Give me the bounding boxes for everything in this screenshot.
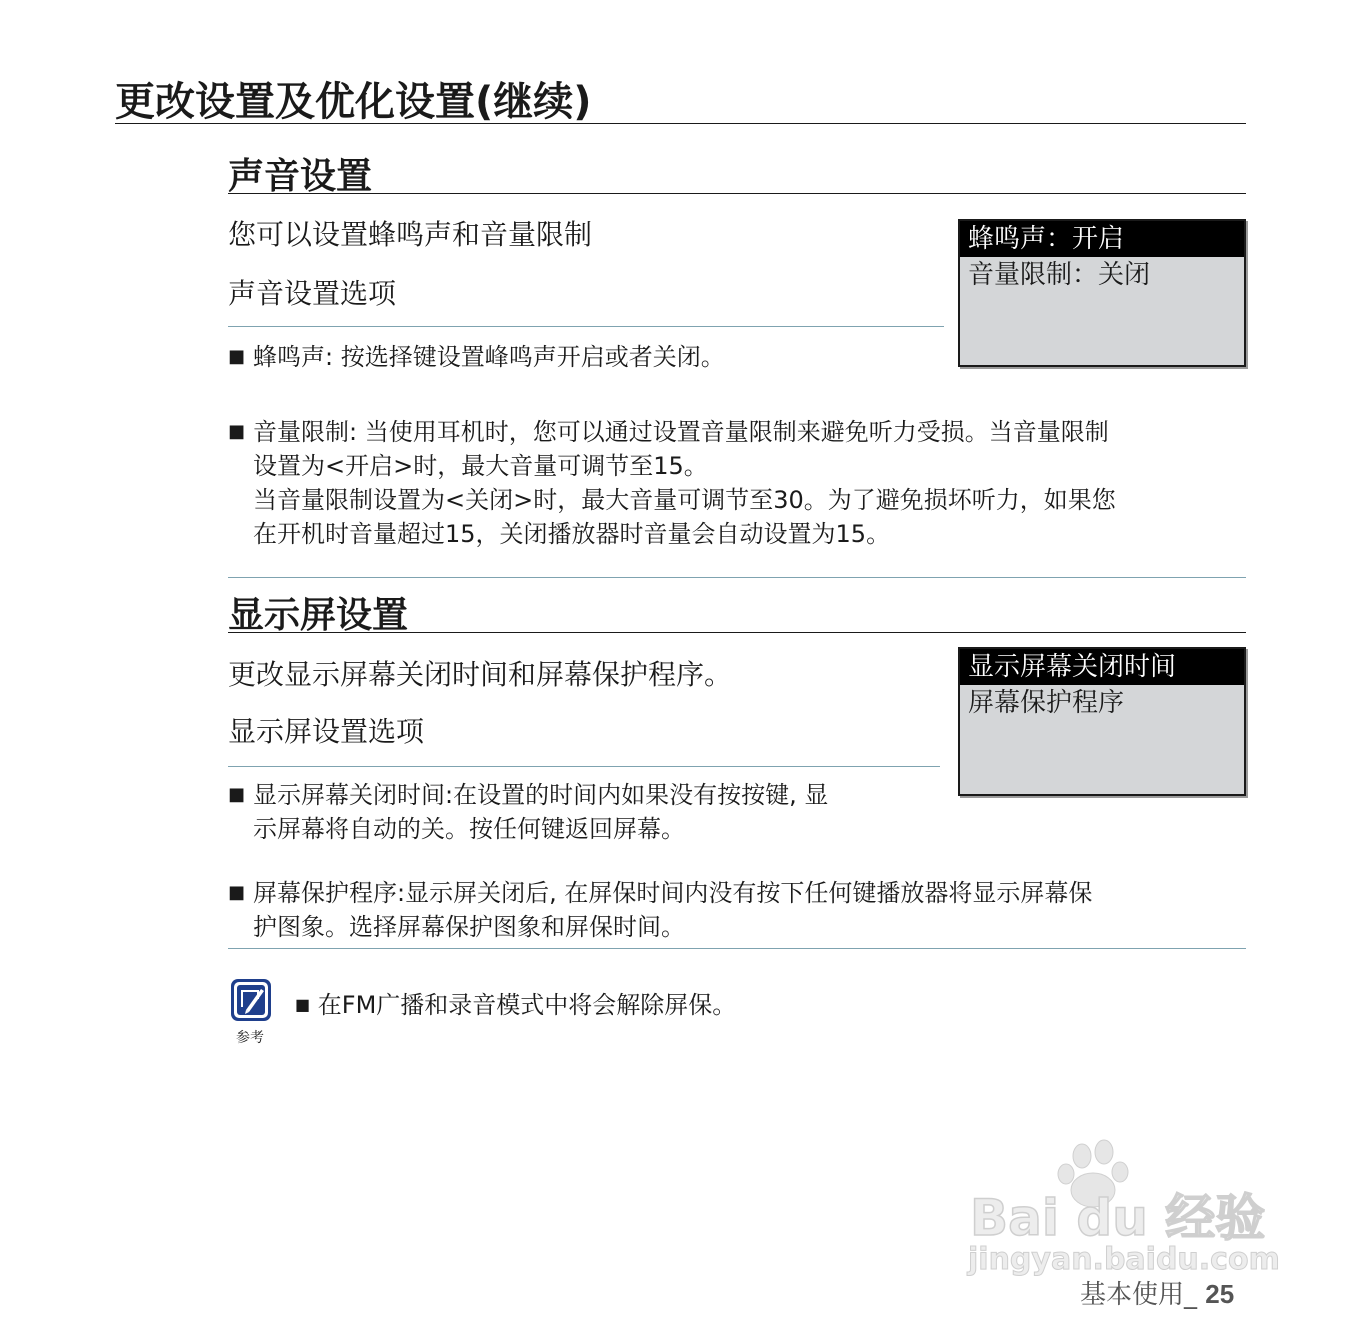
page-number: 25 (1205, 1279, 1235, 1309)
sound-section-bottom-rule (228, 577, 1246, 578)
bullet-line: 示屏幕将自动的关。按任何键返回屏幕。 (253, 815, 685, 843)
footer-section: 基本使用_ (1080, 1280, 1198, 1310)
sound-section-title: 声音设置 (228, 156, 373, 197)
lcd-menu-item-screensaver: 屏幕保护程序 (968, 688, 1125, 718)
note-pencil-icon (229, 977, 273, 1023)
lcd-menu-item-beep: 蜂鸣声：开启 (960, 221, 1244, 257)
watermark-brand: Bai du 经验 (970, 1189, 1266, 1247)
note-caption: 参考 (236, 1030, 264, 1046)
note-text (295, 985, 736, 1020)
sound-title-rule (228, 193, 1246, 194)
page-title: 更改设置及优化设置(继续) (115, 79, 592, 125)
lcd-menu-item-screen-off: 显示屏幕关闭时间 (960, 649, 1244, 685)
title-rule (115, 123, 1246, 124)
watermark-url: jingyan.baidu.com (968, 1242, 1280, 1277)
sound-screen-preview (958, 219, 1246, 367)
note-text-content: 在FM广播和录音模式中将会解除屏保。 (317, 991, 737, 1019)
lcd-menu-item-volume-limit: 音量限制：关闭 (968, 260, 1151, 290)
bullet-line: 护图象。选择屏幕保护图象和屏保时间。 (253, 913, 685, 941)
display-title-rule (228, 632, 1246, 633)
bullet-line: 音量限制: 当使用耳机时，您可以通过设置音量限制来避免听力受损。当音量限制 (253, 418, 1109, 446)
page-footer (1080, 1274, 1234, 1311)
bullet-square: ■ (228, 346, 246, 367)
display-section-title: 显示屏设置 (228, 595, 409, 636)
sound-intro: 您可以设置蜂鸣声和音量限制 (228, 218, 593, 251)
bullet-line: 蜂鸣声: 按选择键设置峰鸣声开启或者关闭。 (253, 343, 725, 371)
display-section-bottom-rule (228, 948, 1246, 949)
display-options-rule (228, 766, 940, 767)
bullet-line: 显示屏幕关闭时间:在设置的时间内如果没有按按键, 显 (253, 781, 829, 809)
display-bullet-screensaver (228, 876, 1092, 944)
sound-bullet-beep (228, 340, 725, 374)
bullet-line: 在开机时音量超过15，关闭播放器时音量会自动设置为15。 (253, 520, 891, 548)
sound-options-heading: 声音设置选项 (228, 277, 397, 310)
display-intro: 更改显示屏幕关闭时间和屏幕保护程序。 (228, 658, 733, 691)
display-bullet-screen-off (228, 778, 828, 846)
bullet-square: ■ (228, 882, 246, 903)
bullet-square: ■ (228, 784, 246, 805)
baidu-watermark (966, 1138, 1278, 1288)
bullet-line: 当音量限制设置为<关闭>时，最大音量可调节至30。为了避免损坏听力，如果您 (253, 486, 1116, 514)
display-options-heading: 显示屏设置选项 (228, 715, 425, 748)
bullet-square: ■ (295, 995, 311, 1014)
sound-bullet-volume-limit (228, 415, 1116, 551)
display-screen-preview (958, 647, 1246, 796)
bullet-line: 屏幕保护程序:显示屏关闭后, 在屏保时间内没有按下任何键播放器将显示屏幕保 (253, 879, 1093, 907)
bullet-square: ■ (228, 421, 246, 442)
bullet-line: 设置为<开启>时，最大音量可调节至15。 (253, 452, 708, 480)
sound-options-rule (228, 326, 944, 327)
